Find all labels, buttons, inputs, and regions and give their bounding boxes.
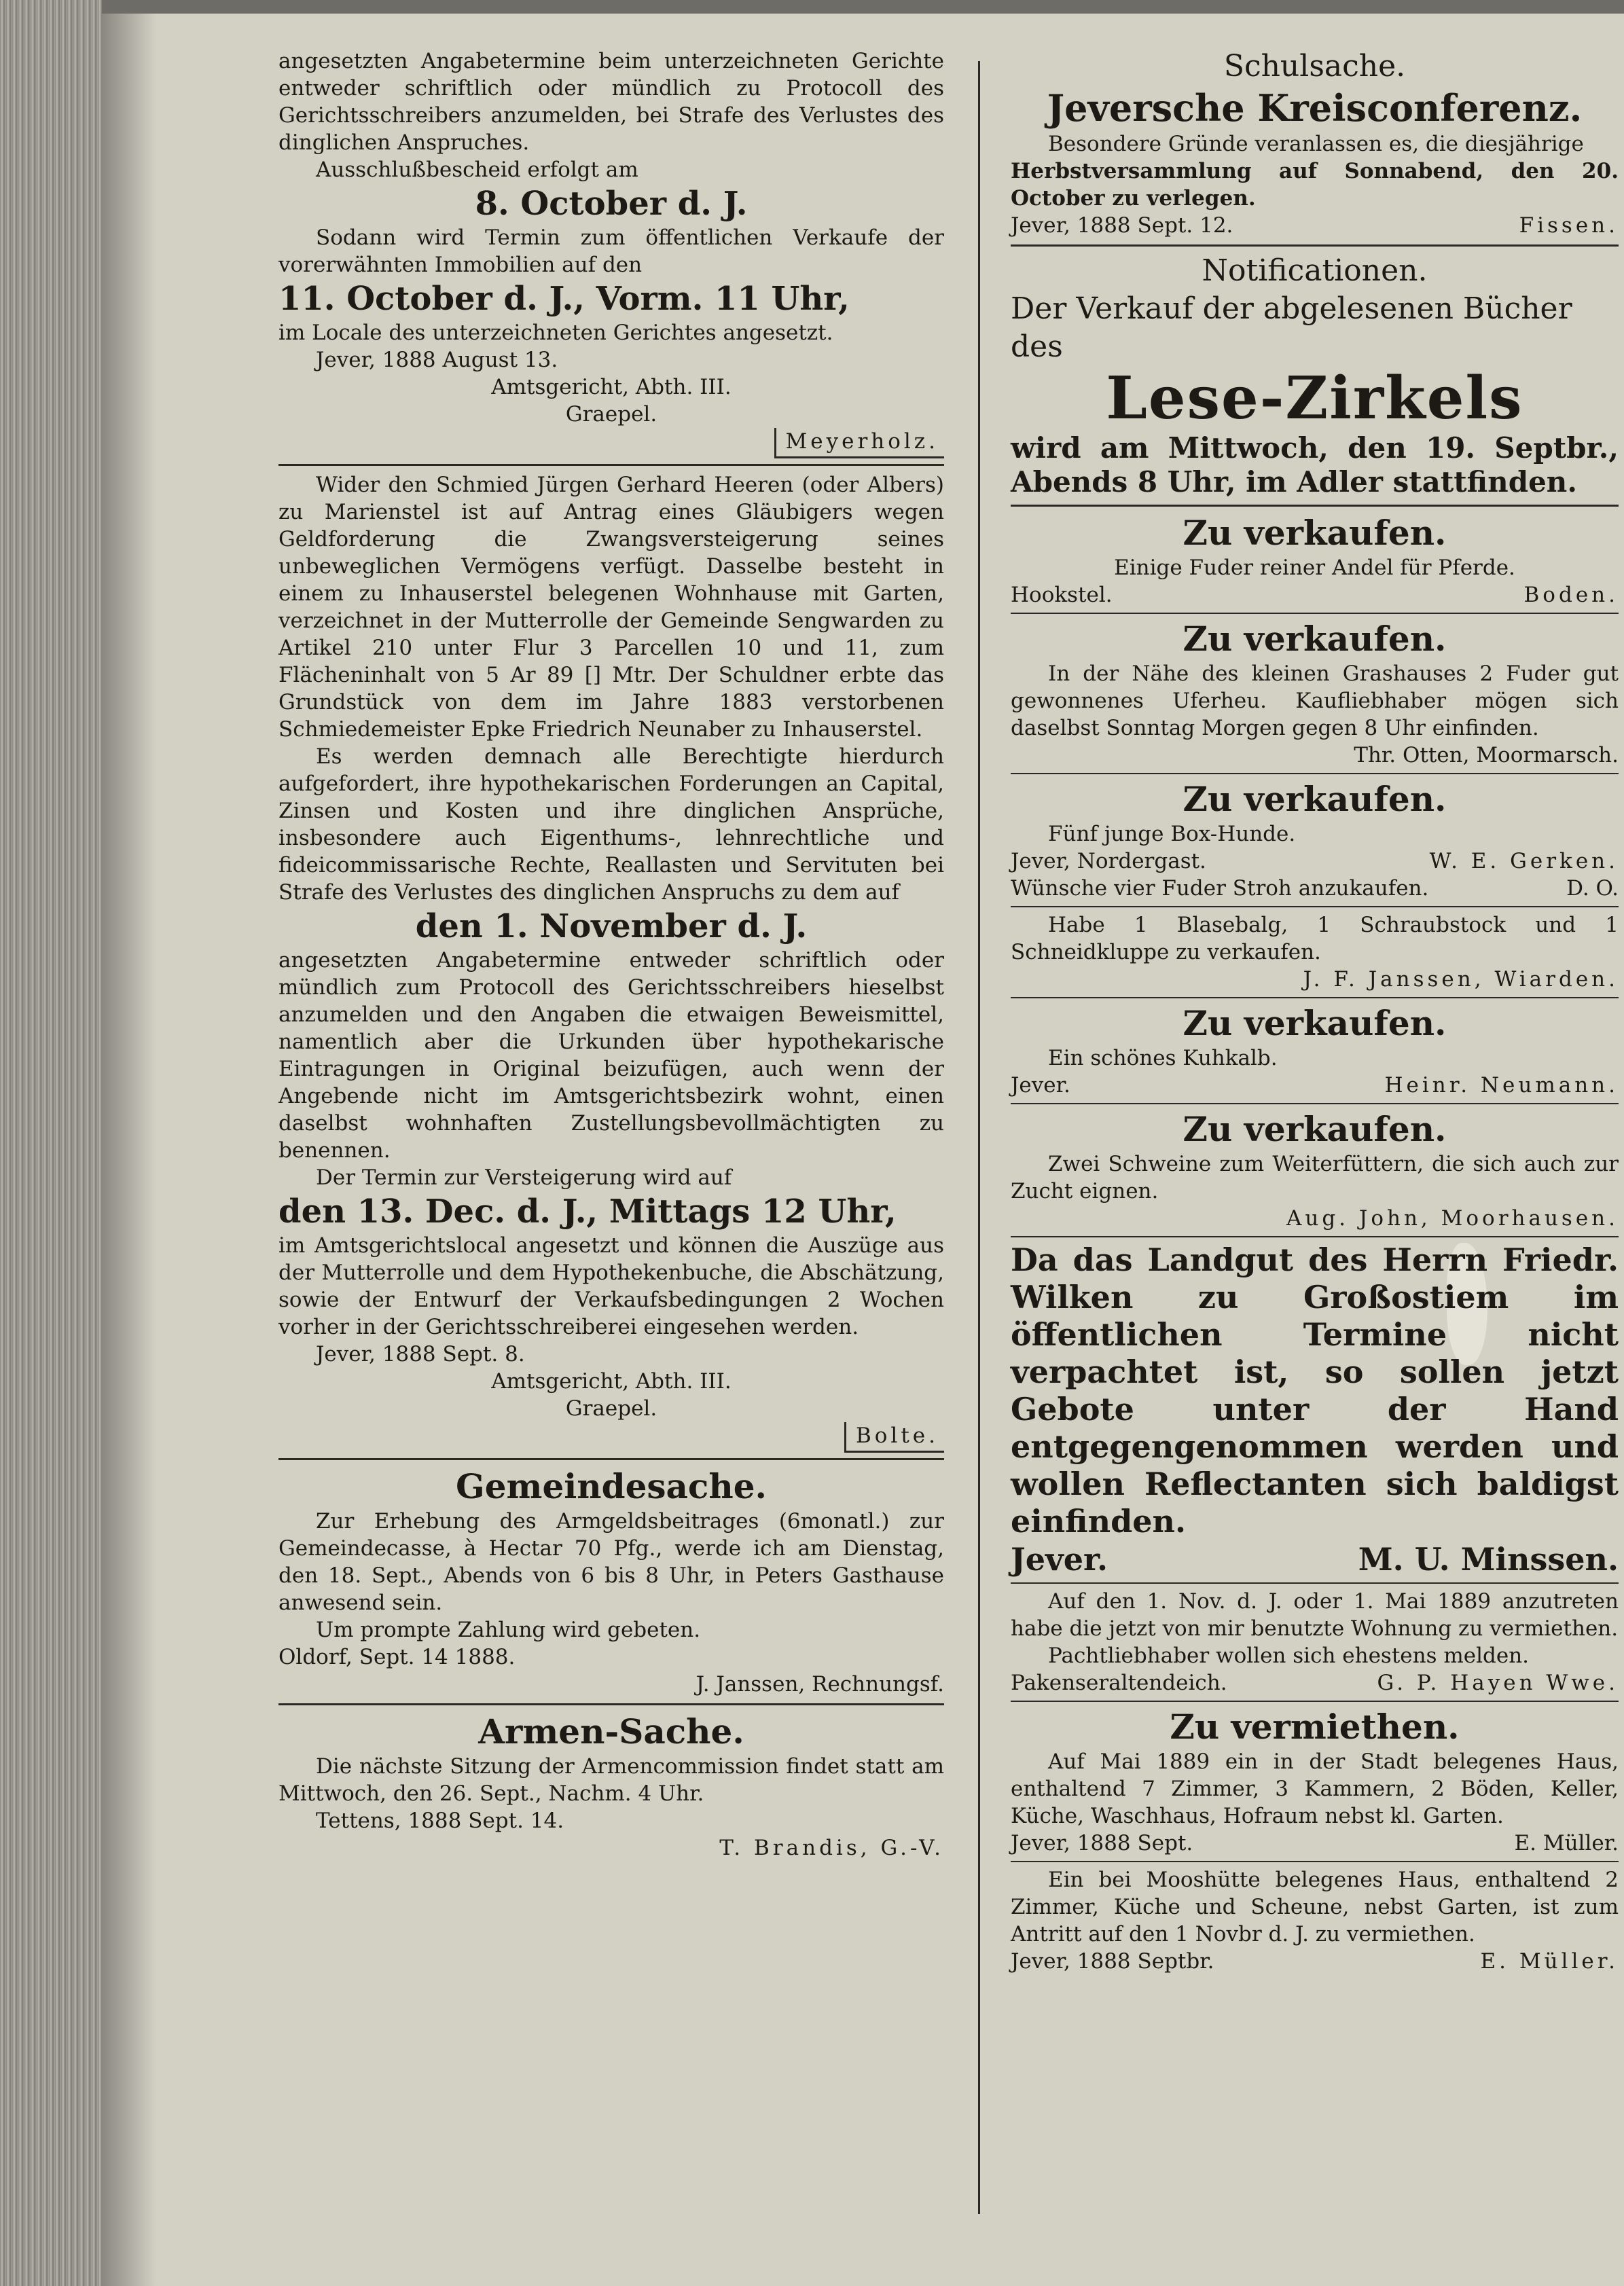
page-gutter-shadow — [102, 14, 156, 2286]
section-rule — [1011, 1582, 1619, 1584]
signature: Aug. John, Moorhausen. — [1286, 1206, 1619, 1231]
ad-text: In der Nähe des kleinen Grashauses 2 Fuder gut gewonnenes Uferheu. Kaufliebhaber mögen sich daselbst Sonntag Morgen gegen 8 Uhr einfinden. — [1011, 661, 1619, 740]
section-rule — [1011, 1236, 1619, 1237]
place-date: Jever, 1888 Septbr. — [1011, 1949, 1214, 1974]
section-rule — [1011, 1103, 1619, 1104]
place: Hookstel. — [1011, 583, 1113, 607]
place: Pakenseraltendeich. — [1011, 1671, 1227, 1695]
section-heading: Schulsache. — [1223, 49, 1406, 84]
rent-ad-1 — [1011, 1588, 1619, 1697]
signature: M. U. Minssen. — [1358, 1541, 1619, 1578]
court-notice-1 — [278, 48, 944, 458]
rent-ad-2 — [1011, 1706, 1619, 1857]
ad-text: Auf den 1. Nov. d. J. oder 1. Mai 1889 anzutreten habe die jetzt von mir benutzte Wohnung zu vermiethen. — [1011, 1589, 1619, 1641]
place: Jever. — [1011, 1541, 1108, 1578]
signature: Fissen. — [1519, 213, 1619, 238]
section-rule — [1011, 906, 1619, 907]
rent-ad-3 — [1011, 1866, 1619, 1975]
notice-paragraph: Zur Erhebung des Armgeldsbeitrages (6monatl.) zur Gemeindecasse, à Hectar 70 Pfg., werde ich am Dienstag, den 18. Sept., Abends von 6 bis 8 Uhr, in Peters Gasthause anwesend sein. — [278, 1509, 944, 1615]
notice-date: den 13. Dec. d. J., Mittags 12 Uhr, — [278, 1193, 897, 1231]
signature-row — [1011, 1072, 1619, 1099]
place: Jever, Nordergast. — [1011, 849, 1206, 873]
signature: G. P. Hayen Wwe. — [1377, 1671, 1619, 1695]
signature: Boden. — [1523, 583, 1619, 607]
clerk-name: Bolte. — [844, 1422, 944, 1453]
sale-ad-2 — [1011, 618, 1619, 769]
signature: E. Müller. — [1480, 1949, 1619, 1974]
ad-text: Pachtliebhaber wollen sich ehestens melden. — [1048, 1644, 1530, 1668]
armen-notice — [278, 1711, 944, 1862]
place: Jever. — [1011, 1073, 1070, 1097]
court-notice-2 — [278, 471, 944, 1453]
ad-heading: Zu verkaufen. — [1183, 513, 1447, 553]
notice-date: 11. October d. J., Vorm. 11 Uhr, — [278, 280, 850, 318]
section-rule — [1011, 505, 1619, 507]
section-rule — [1011, 1701, 1619, 1702]
signature-row — [1011, 1948, 1619, 1975]
signature: T. Brandis, G.-V. — [719, 1836, 944, 1860]
court-name: Amtsgericht, Abth. III. — [491, 375, 732, 399]
ad-text: Ein schönes Kuhkalb. — [1048, 1046, 1278, 1070]
notice-line: Der Verkauf der abgelesenen Bücher — [1011, 291, 1572, 326]
club-name: Lese-Zirkels — [1106, 364, 1523, 433]
section-rule — [278, 1703, 944, 1705]
notice-paragraph: Es werden demnach alle Berechtigte hierdurch aufgefordert, ihre hypothekarischen Forderungen an Capital, Zinsen und Kosten und ihre dinglichen Ansprüche, insbesondere auch Eigenthums-, lehnrechtliche und fideicommissarische Rechte, Reallasten und Servituten bei Strafe des Verlustes des dinglichen Anspruchs zu dem auf — [278, 744, 944, 905]
notifications — [1011, 252, 1619, 499]
section-rule — [1011, 997, 1619, 998]
notice-paragraph: wird am Mittwoch, den 19. Septbr., Abends 8 Uhr, im Adler stattfinden. — [1011, 431, 1619, 498]
signature: Thr. Otten, Moormarsch. — [1354, 743, 1619, 767]
gemeinde-notice — [278, 1466, 944, 1698]
signature: E. Müller. — [1514, 1831, 1619, 1855]
ad-heading: Zu verkaufen. — [1183, 1003, 1447, 1043]
signature: W. E. Gerken. — [1429, 849, 1619, 873]
signature: J. Janssen, Rechnungsf. — [696, 1672, 944, 1697]
notice-line: Ausschlußbescheid erfolgt am — [316, 158, 638, 182]
ad-heading: Zu verkaufen. — [1183, 779, 1447, 819]
notice-paragraph: angesetzten Angabetermine beim unterzeichneten Gerichte entweder schriftlich oder mündlich zu Protocoll des Gerichtsschreibers anzumelden, bei Strafe des Verlustes des dinglichen Anspruches. — [278, 49, 944, 155]
section-rule — [1011, 244, 1619, 247]
place-date: Tettens, 1888 Sept. 14. — [316, 1809, 564, 1833]
ad-text: Einige Fuder reiner Andel für Pferde. — [1114, 556, 1515, 580]
place-date: Jever, 1888 August 13. — [316, 348, 558, 372]
section-rule — [278, 1458, 944, 1460]
notice-paragraph-bold: Herbstversammlung auf Sonnabend, den 20. October zu verlegen. — [1011, 159, 1619, 211]
notice-paragraph: Um prompte Zahlung wird gebeten. — [316, 1618, 701, 1642]
notice-title: Jeversche Kreisconferenz. — [1047, 86, 1583, 130]
place-date: Jever, 1888 Sept. 12. — [1011, 213, 1233, 238]
ad-heading: Zu vermiethen. — [1170, 1707, 1460, 1747]
judge-name: Graepel. — [565, 402, 657, 427]
sale-ad-1 — [1011, 512, 1619, 609]
notice-paragraph: Besondere Gründe veranlassen es, die diesjährige — [1048, 132, 1584, 156]
wish-row — [1011, 875, 1619, 902]
place-date: Jever, 1888 Sept. — [1011, 1831, 1193, 1855]
right-column — [1011, 48, 1619, 1975]
sale-ad-6 — [1011, 1108, 1619, 1232]
school-notice — [1011, 48, 1619, 239]
signature-row — [1011, 212, 1619, 239]
sale-ad-5 — [1011, 1002, 1619, 1099]
signature: J. F. Janssen, Wiarden. — [1303, 967, 1619, 992]
notice-paragraph: Die nächste Sitzung der Armencommission findet statt am Mittwoch, den 26. Sept., Nachm. 4 Uhr. — [278, 1754, 944, 1806]
section-heading: Armen-Sache. — [478, 1711, 744, 1752]
signature-row — [1011, 1669, 1619, 1697]
ad-text: Auf Mai 1889 ein in der Stadt belegenes Haus, enthaltend 7 Zimmer, 3 Kammern, 2 Böden, Keller, Küche, Waschhaus, Hofraum nebst kl. Garten. — [1011, 1749, 1619, 1828]
notice-paragraph: Wider den Schmied Jürgen Gerhard Heeren (oder Albers) zu Marienstel ist auf Antrag eines Gläubigers wegen Geldforderung die Zwangsversteigerung seines unbeweglichen Vermögens verfügt. Dasselbe besteht in einem zu Inhauserstel belegenen Wohnhause mit Garten, verzeichnet in der Mutterrolle der Gemeinde Sengwarden zu Artikel 210 unter Flur 3 Parcellen 10 und 11, zum Flächeninhalt von 5 Ar 89 [] Mtr. Der Schuldner erbte das Grundstück von dem im Jahre 1883 verstorbenen Schmiedemeister Epke Friedrich Neunaber zu Inhauserstel. — [278, 473, 944, 742]
column-divider — [978, 61, 980, 2214]
notice-date: den 1. November d. J. — [415, 907, 808, 945]
court-name: Amtsgericht, Abth. III. — [491, 1369, 732, 1394]
left-column — [278, 48, 944, 1862]
lease-ad — [1011, 1241, 1619, 1578]
section-heading: Notificationen. — [1202, 253, 1428, 288]
clerk-name: Meyerholz. — [774, 428, 945, 458]
signature-row — [1011, 1830, 1619, 1857]
notice-date: 8. October d. J. — [475, 185, 748, 223]
section-rule — [1011, 613, 1619, 614]
signature-row — [1011, 848, 1619, 875]
ad-text: Ein bei Mooshütte belegenes Haus, enthaltend 2 Zimmer, Küche und Scheune, nebst Garten, ist zum Antritt auf den 1 Novbr d. J. zu vermiethen. — [1011, 1868, 1619, 1946]
signature-row — [1011, 1540, 1619, 1578]
sale-ad-4 — [1011, 911, 1619, 993]
signature: D. O. — [1566, 876, 1619, 901]
ad-text: Habe 1 Blasebalg, 1 Schraubstock und 1 Schneidkluppe zu verkaufen. — [1011, 913, 1619, 964]
place-date: Oldorf, Sept. 14 1888. — [278, 1645, 516, 1669]
clerk-signature-box — [278, 1422, 944, 1453]
notice-paragraph: Sodann wird Termin zum öffentlichen Verkaufe der vorerwähnten Immobilien auf den — [278, 225, 944, 277]
notice-paragraph: angesetzten Angabetermine entweder schriftlich oder mündlich zum Protocoll des Gerichtsschreibers hieselbst anzumelden und den Angaben die etwaigen Beweismittel, namentlich aber die Urkunden über hypothekarische Eintragungen in Original beizufügen, auch wenn der Angebende nicht im Amtsgerichtsbezirk wohnt, einen daselbst wohnhaften Zustellungsbevollmächtigten zu benennen. — [278, 948, 944, 1163]
ad-text: Fünf junge Box-Hunde. — [1048, 822, 1296, 846]
sale-ad-3 — [1011, 778, 1619, 902]
ad-text: Wünsche vier Fuder Stroh anzukaufen. — [1011, 876, 1429, 901]
notice-paragraph: im Locale des unterzeichneten Gerichtes angesetzt. — [278, 321, 833, 345]
signature: Heinr. Neumann. — [1384, 1073, 1619, 1097]
clerk-signature-box — [278, 428, 944, 458]
ad-heading: Zu verkaufen. — [1183, 1109, 1447, 1149]
ad-text: Zwei Schweine zum Weiterfüttern, die sich auch zur Zucht eignen. — [1011, 1152, 1619, 1203]
book-page-edges — [0, 0, 102, 2286]
notice-paragraph: Der Termin zur Versteigerung wird auf — [316, 1165, 732, 1190]
place-date: Jever, 1888 Sept. 8. — [316, 1342, 525, 1366]
notice-line: des — [1011, 329, 1063, 364]
signature-row — [1011, 581, 1619, 609]
judge-name: Graepel. — [565, 1396, 657, 1421]
ad-heading: Zu verkaufen. — [1183, 619, 1447, 659]
section-heading: Gemeindesache. — [456, 1466, 767, 1506]
ad-text: Da das Landgut des Herrn Friedr. Wilken zu Großostiem im öffentlichen Termine nicht verpachtet ist, so sollen jetzt Gebote unter der Hand entgegengenommen werden und wollen Reflectanten sich baldigst einfinden. — [1011, 1241, 1619, 1540]
section-rule — [1011, 1861, 1619, 1862]
section-rule — [1011, 773, 1619, 774]
notice-paragraph: im Amtsgerichtslocal angesetzt und können die Auszüge aus der Mutterrolle und dem Hypothekenbuche, die Abschätzung, sowie der Entwurf der Verkaufsbedingungen 2 Wochen vorher in der Gerichtsschreiberei eingesehen werden. — [278, 1233, 944, 1339]
section-rule — [278, 464, 944, 466]
